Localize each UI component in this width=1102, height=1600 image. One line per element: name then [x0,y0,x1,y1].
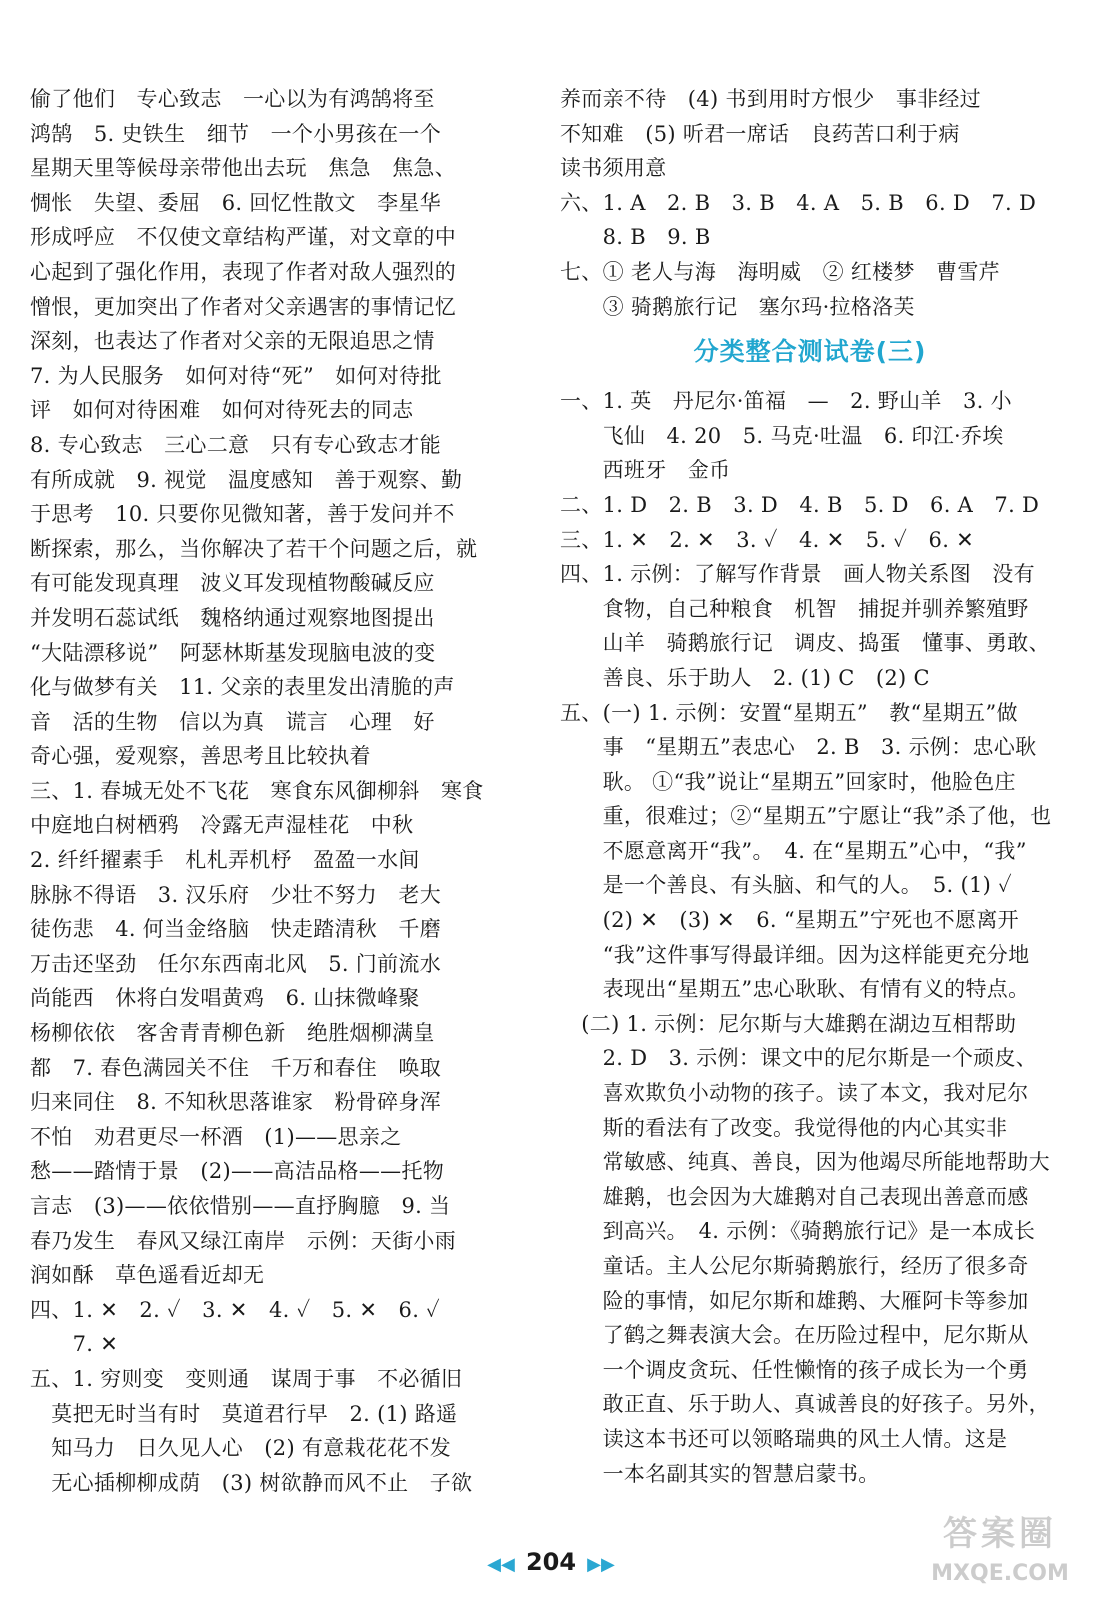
answer-line: 三、1. ✕ 2. ✕ 3. ✓ 4. ✕ 5. ✓ 6. ✕ [560,527,975,552]
answer-line: 了鹤之舞表演大会。在历险过程中，尼尔斯从 [560,1323,1029,1348]
right-column-bottom-block [560,384,1060,1491]
answer-line: 徒伤悲 4. 何当金络脑 快走踏清秋 千磨 [30,917,442,942]
answer-line: 惆怅 失望、委屈 6. 回忆性散文 李星华 [30,190,442,215]
answer-line: 心起到了强化作用，表现了作者对敌人强烈的 [30,259,456,284]
answer-line: 不怕 劝君更尽一杯酒 (1)——思亲之 [30,1124,402,1149]
answer-line: 润如酥 草色遥看近却无 [30,1263,265,1288]
answer-line: 7. ✕ [30,1332,119,1357]
answer-line: 养而亲不待 (4) 书到用时方恨少 事非经过 [560,87,982,111]
answer-line: 春乃发生 春风又绿江南岸 示例：天街小雨 [30,1228,456,1253]
answer-line: 险的事情，如尼尔斯和雄鹅、大雁阿卡等参加 [560,1288,1029,1313]
prev-arrows-icon: ◀◀ [487,1554,515,1575]
answer-line: 是一个善良、有头脑、和气的人。 5. (1) ✓ [560,873,1012,898]
answer-line: 无心插柳柳成荫 (3) 树欲静而风不止 子欲 [30,1470,473,1495]
answer-line: 六、1. A 2. B 3. B 4. A 5. B 6. D 7. D [560,190,1037,215]
answer-line: 四、1. 示例：了解写作背景 画人物关系图 没有 [560,562,1035,587]
answer-line: 常敏感、纯真、善良，因为他竭尽所能地帮助大 [560,1150,1050,1175]
answer-line: 五、1. 穷则变 变则通 谋周于事 不必循旧 [30,1366,463,1391]
answer-line: 到高兴。 4. 示例：《骑鹅旅行记》是一本成长 [560,1219,1036,1244]
answer-line: 都 7. 春色满园关不住 千万和春住 唤取 [30,1055,442,1080]
answer-line: 读这本书还可以领略瑞典的风土人情。这是 [560,1426,1008,1451]
right-column-top-block [560,82,1060,324]
answer-line: 中庭地白树栖鸦 冷露无声湿桂花 中秋 [30,813,414,838]
answer-line: “我”这件事写得最详细。因为这样能更充分地 [560,942,1030,967]
answer-line: 重，很难过；②“星期五”宁愿让“我”杀了他，也 [560,804,1052,829]
answer-line: 西班牙 金币 [560,458,731,483]
answer-line: 耿。 ①“我”说让“星期五”回家时，他脸色庄 [560,769,1016,794]
answer-line: 敢正直、乐于助人、真诚善良的好孩子。另外， [560,1392,1050,1417]
answer-line: 断探索，那么，当你解决了若干个问题之后，就 [30,536,478,561]
answer-line: 喜欢欺负小动物的孩子。读了本文，我对尼尔 [560,1081,1029,1106]
answer-line: 杨柳依依 客舍青青柳色新 绝胜烟柳满皇 [30,1021,435,1046]
answer-line: 言志 (3)——依依惜别——直抒胸臆 9. 当 [30,1194,451,1218]
answer-line: 表现出“星期五”忠心耿耿、有情有义的特点。 [560,977,1030,1002]
answer-line: 七、① 老人与海 海明威 ② 红楼梦 曹雪芹 [560,259,1000,284]
answer-line: (二) 1. 示例：尼尔斯与大雄鹅在湖边互相帮助 [560,1011,1017,1036]
answer-line: 一个调皮贪玩、任性懒惰的孩子成长为一个勇 [560,1357,1029,1382]
answer-line: 不知难 (5) 听君一席话 良药苦口利于病 [560,121,960,146]
answer-line: 化与做梦有关 11. 父亲的表里发出清脆的声 [30,675,455,700]
answer-line: 四、1. ✕ 2. ✓ 3. ✕ 4. ✓ 5. ✕ 6. ✓ [30,1297,440,1322]
answer-line: 一本名副其实的智慧启蒙书。 [560,1461,880,1486]
answer-line: 2. 纤纤擢素手 札札弄机杼 盈盈一水间 [30,848,420,873]
answer-line: 善良、乐于助人 2. (1) C (2) C [560,665,930,690]
answer-line: 归来同住 8. 不知秋思落谁家 粉骨碎身浑 [30,1090,442,1115]
left-answer-column [30,82,522,1500]
answer-line: 飞仙 4. 20 5. 马克·吐温 6. 印江·乔埃 [560,423,1004,448]
answer-line: 二、1. D 2. B 3. D 4. B 5. D 6. A 7. D [560,492,1040,517]
answer-line: 五、(一) 1. 示例：安置“星期五” 教“星期五”做 [560,700,1018,725]
answer-line: 莫把无时当有时 莫道君行早 2. (1) 路遥 [30,1401,458,1426]
answer-line: 有所成就 9. 视觉 温度感知 善于观察、勤 [30,467,463,492]
answer-line: “大陆漂移说” 阿瑟林斯基发现脑电波的变 [30,640,436,665]
answer-line: (2) ✕ (3) ✕ 6. “星期五”宁死也不愿离开 [560,908,1019,933]
answer-line: 斯的看法有了改变。我觉得他的内心其实非 [560,1115,1008,1140]
answer-line: 深刻，也表达了作者对父亲的无限追思之情 [30,329,435,354]
answer-line: 偷了他们 专心致志 一心以为有鸿鹄将至 [30,87,435,111]
answer-line: 三、1. 春城无处不飞花 寒食东风御柳斜 寒食 [30,778,484,803]
answer-line: 食物，自己种粮食 机智 捕捉并驯养繁殖野 [560,596,1029,621]
answer-line: 2. D 3. 示例：课文中的尼尔斯是一个顽皮、 [560,1046,1038,1071]
answer-line: 尚能西 休将白发唱黄鸡 6. 山抹微峰聚 [30,986,420,1011]
answer-line: 脉脉不得语 3. 汉乐府 少壮不努力 老大 [30,882,442,907]
answer-line: 憎恨，更加突出了作者对父亲遇害的事情记忆 [30,294,456,319]
answer-line: 读书须用意 [560,156,667,181]
answer-line: 形成呼应 不仅使文章结构严谨，对文章的中 [30,225,456,250]
answer-line: 并发明石蕊试纸 魏格纳通过观察地图提出 [30,605,435,630]
answer-line: 知马力 日久见人心 (2) 有意栽花花不发 [30,1436,452,1461]
page-number: 204 [525,1548,577,1576]
section-title: 分类整合测试卷(三) [693,337,927,367]
watermark-logo [920,1508,1080,1592]
next-arrows-icon: ▶▶ [587,1554,615,1575]
answer-line: 不愿意离开“我”。 4. 在“星期五”心中，“我” [560,838,1027,863]
answer-line: 愁——踏情于景 (2)——高洁品格——托物 [30,1159,445,1184]
answer-line: 万击还坚劲 任尔东西南北风 5. 门前流水 [30,951,442,976]
answer-line: 星期天里等候母亲带他出去玩 焦急 焦急、 [30,156,456,181]
answer-line: 评 如何对待困难 如何对待死去的同志 [30,398,414,423]
answer-line: 鸿鹄 5. 史铁生 细节 一个小男孩在一个 [30,121,442,146]
answer-line: 事 “星期五”表忠心 2. B 3. 示例：忠心耿 [560,735,1037,760]
answer-line: 8. 专心致志 三心二意 只有专心致志才能 [30,432,442,457]
answer-line: 8. B 9. B [560,225,711,250]
answer-line: 音 活的生物 信以为真 谎言 心理 好 [30,709,435,734]
answer-line: 雄鹅，也会因为大雄鹅对自己表现出善意而感 [560,1184,1029,1209]
answer-line: 童话。主人公尼尔斯骑鹅旅行，经历了很多奇 [560,1254,1029,1278]
answer-line: ③ 骑鹅旅行记 塞尔玛·拉格洛芙 [560,294,915,319]
answer-line: 有可能发现真理 波义耳发现植物酸碱反应 [30,571,435,596]
answer-line: 7. 为人民服务 如何对待“死” 如何对待批 [30,363,442,388]
answer-line: 山羊 骑鹅旅行记 调皮、捣蛋 懂事、勇敢、 [560,631,1050,656]
watermark-logo-text: 答案圈 [943,1514,1057,1554]
watermark-url: MXQE.COM [931,1561,1069,1586]
answer-line: 于思考 10. 只要你见微知著，善于发问并不 [30,502,455,527]
right-answer-column [560,82,1060,1491]
answer-line: 一、1. 英 丹尼尔·笛福 — 2. 野山羊 3. 小 [560,389,1012,414]
answer-line: 奇心强，爱观察，善思考且比较执着 [30,744,371,769]
